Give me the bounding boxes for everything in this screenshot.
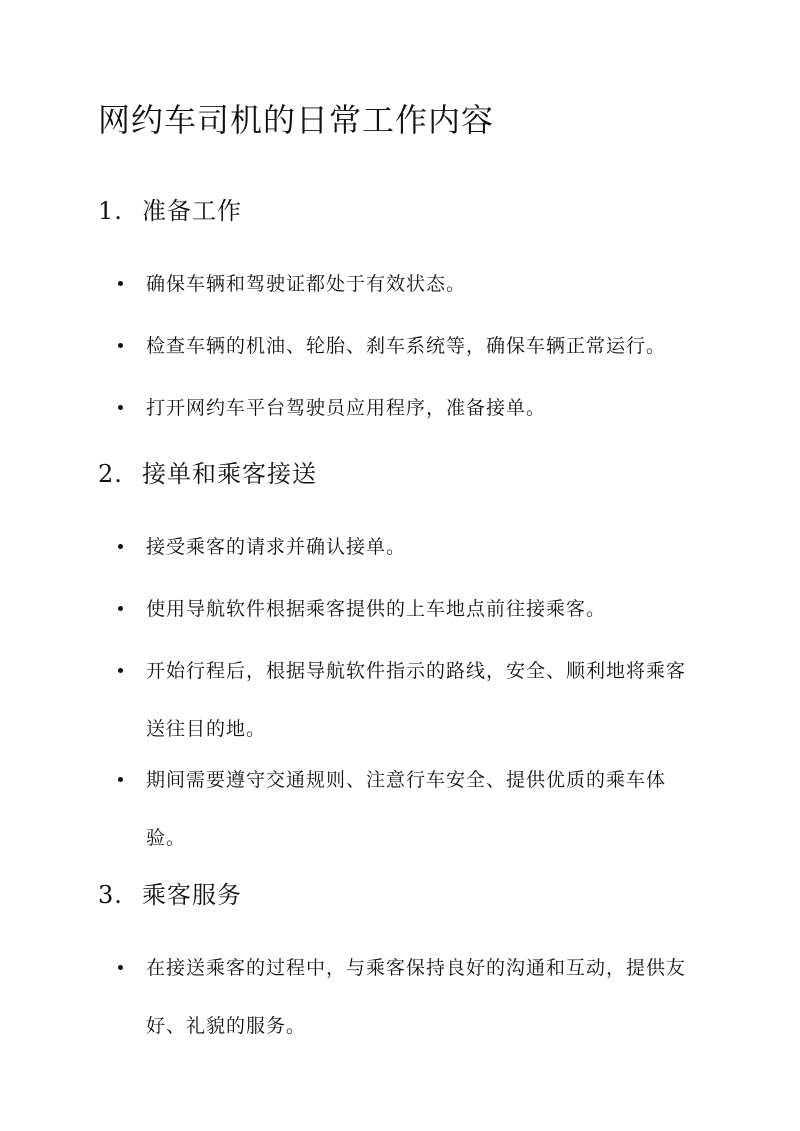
list-item-text: 使用导航软件根据乘客提供的上车地点前往接乘客。	[146, 598, 607, 620]
bullet-icon	[118, 606, 123, 611]
list-item	[118, 317, 688, 375]
section-title: 准备工作	[142, 197, 242, 225]
list-item	[118, 379, 688, 437]
section-number: 3.	[98, 881, 123, 909]
list-item-text: 检查车辆的机油、轮胎、刹车系统等，确保车辆正常运行。	[146, 335, 667, 357]
section-number: 2.	[98, 460, 123, 488]
bullet-icon	[118, 544, 123, 549]
bullet-icon	[118, 405, 123, 410]
list-item	[118, 255, 688, 313]
section-heading-preparation	[98, 193, 242, 229]
list-item-text: 确保车辆和驾驶证都处于有效状态。	[146, 273, 467, 295]
list-item-text: 在接送乘客的过程中，与乘客保持良好的沟通和互动，提供友好、礼貌的服务。	[146, 957, 687, 1037]
list-item	[118, 751, 688, 867]
list-item	[118, 580, 688, 638]
document-title: 网约车司机的日常工作内容	[98, 101, 495, 139]
list-item-text: 接受乘客的请求并确认接单。	[146, 536, 407, 558]
bullet-icon	[118, 281, 123, 286]
section-heading-orders	[98, 456, 317, 492]
bullet-icon	[118, 777, 123, 782]
section-heading-service	[98, 877, 242, 913]
section-title: 接单和乘客接送	[142, 460, 317, 488]
list-item-text: 打开网约车平台驾驶员应用程序，准备接单。	[146, 397, 547, 419]
list-item	[118, 939, 688, 1055]
list-item-text: 开始行程后，根据导航软件指示的路线，安全、顺利地将乘客送往目的地。	[146, 660, 687, 740]
list-item	[118, 518, 688, 576]
list-item-text: 期间需要遵守交通规则、注意行车安全、提供优质的乘车体验。	[146, 769, 667, 849]
section-number: 1.	[98, 197, 123, 225]
bullet-icon	[118, 965, 123, 970]
section-title: 乘客服务	[142, 881, 242, 909]
bullet-icon	[118, 343, 123, 348]
list-item	[118, 642, 688, 758]
bullet-icon	[118, 668, 123, 673]
